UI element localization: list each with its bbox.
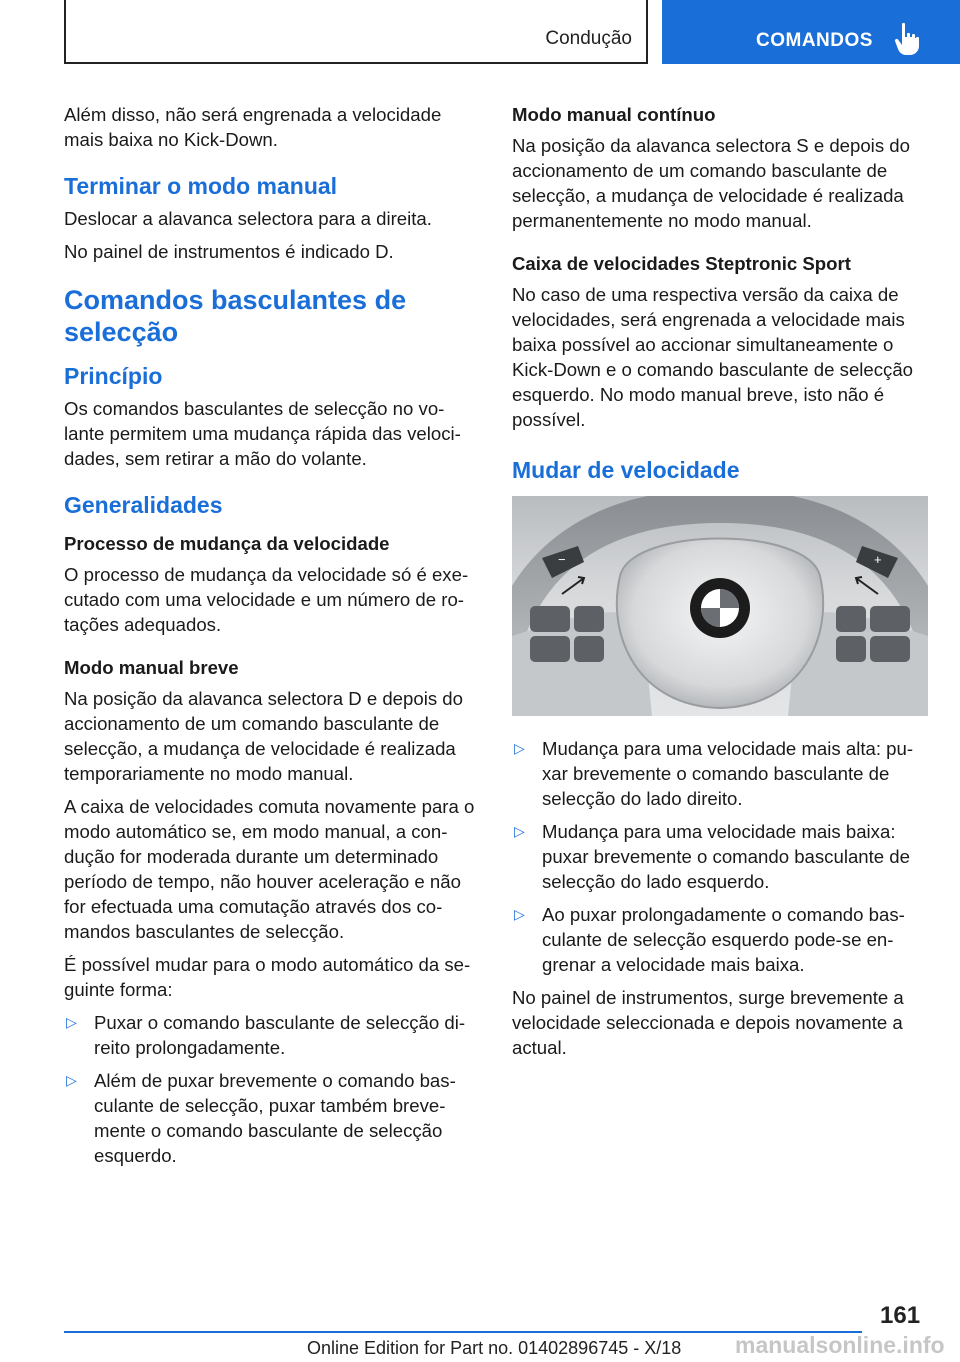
- header-section-title: Condução: [545, 28, 632, 49]
- pointing-hand-icon: [894, 22, 920, 56]
- paragraph: Deslocar a alavanca selectora para a direita.: [64, 208, 432, 229]
- header-chapter-tab: [662, 0, 960, 64]
- heading-steptronic-sport: Caixa de velocidades Steptronic Sport: [512, 253, 851, 274]
- paragraph: A caixa de velocidades comuta novamente para o modo automático se, em modo manual, a condução for moderada durante um determinado período de tempo, não houver aceleração e não for efectuada uma comutação através dos comandos basculantes de selecção.: [64, 796, 475, 942]
- paragraph: O processo de mudança da velocidade só é executado com uma velocidade e um número de rotações adequados.: [64, 564, 469, 635]
- triangle-bullet-icon: ▷: [514, 906, 525, 922]
- paragraph: No caso de uma respectiva versão da caixa de velocidades, será engrenada a velocidade mais baixa possível ao accionar simultaneamente o Kick-Down e o comando basculante de selecção esquerdo. No modo manual breve, isto não é possível.: [512, 284, 914, 430]
- footer-edition: Online Edition for Part no. 01402896745 - X/18: [307, 1338, 682, 1358]
- heading-principle: Princípio: [64, 363, 163, 389]
- heading-general: Generalidades: [64, 492, 223, 518]
- right-column: [512, 102, 932, 1068]
- bmw-logo-icon: [690, 578, 750, 638]
- triangle-bullet-icon: ▷: [514, 823, 525, 839]
- paragraph: Os comandos basculantes de selecção no volante permitem uma mudança rápida das velocidades, sem retirar a mão do volante.: [64, 398, 461, 469]
- paragraph: Na posição da alavanca selectora S e depois do accionamento de um comando basculante de selecção, a mudança de velocidade é realizada permanentemente no modo manual.: [512, 135, 910, 231]
- heading-change-gear: Mudar de velocidade: [512, 457, 740, 483]
- triangle-bullet-icon: ▷: [66, 1014, 77, 1030]
- paragraph: Na posição da alavanca selectora D e depois do accionamento de um comando basculante de selecção, a mudança de velocidade é realizada temporariamente no modo manual.: [64, 688, 463, 784]
- heading-continuous-manual: Modo manual contínuo: [512, 104, 716, 125]
- steering-wheel-figure: [512, 496, 928, 716]
- steering-wheel-illustration: [512, 496, 928, 716]
- paragraph: É possível mudar para o modo automático da seguinte forma:: [64, 954, 471, 1000]
- list-item: ▷ Mudança para uma velocidade mais alta: puxar brevemente o comando basculante de selecção do lado direito.: [514, 738, 914, 809]
- heading-shift-process: Processo de mudança da velocidade: [64, 533, 390, 554]
- paragraph: No painel de instrumentos é indicado D.: [64, 241, 394, 262]
- paddle-minus-label: −: [558, 552, 566, 567]
- paragraph: No painel de instrumentos, surge brevemente a velocidade seleccionada e depois novamente a actual.: [512, 987, 904, 1058]
- paddle-plus-label: +: [874, 552, 882, 567]
- list-item: ▷ Mudança para uma velocidade mais baixa: puxar brevemente o comando basculante de selecção do lado esquerdo.: [514, 821, 910, 892]
- list-item: ▷ Ao puxar prolongadamente o comando basculante de selecção esquerdo pode-se engrenar a velocidade mais baixa.: [514, 904, 905, 975]
- list-item: ▷ Além de puxar brevemente o comando basculante de selecção, puxar também brevemente o comando basculante de selecção esquerdo.: [66, 1070, 456, 1166]
- heading-short-manual: Modo manual breve: [64, 657, 239, 678]
- page-number: 161: [880, 1302, 921, 1329]
- bullet-list: [64, 1010, 478, 1168]
- list-item: ▷ Puxar o comando basculante de selecção direito prolongadamente.: [66, 1012, 466, 1058]
- header-section-box: [64, 0, 648, 64]
- paragraph: Além disso, não será engrenada a velocidade mais baixa no Kick-Down.: [64, 104, 442, 150]
- heading-end-manual-mode: Terminar o modo manual: [64, 173, 338, 199]
- triangle-bullet-icon: ▷: [66, 1072, 77, 1088]
- heading-shift-paddles: Comandos basculantes de selecção: [64, 285, 407, 347]
- left-column: [64, 102, 478, 1176]
- triangle-bullet-icon: ▷: [514, 740, 525, 756]
- header-chapter-title: COMANDOS: [756, 30, 873, 51]
- bullet-list: [512, 736, 932, 977]
- watermark: manualsonline.info: [735, 1332, 945, 1358]
